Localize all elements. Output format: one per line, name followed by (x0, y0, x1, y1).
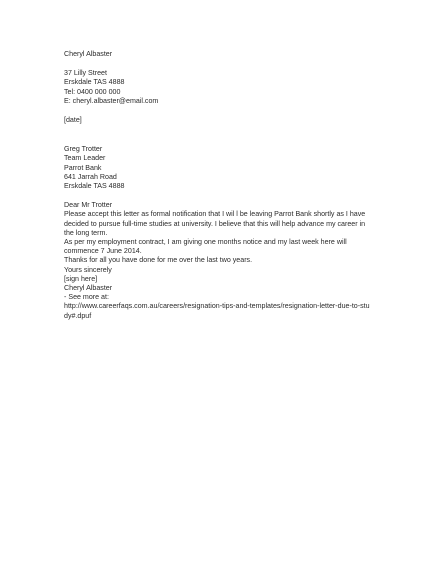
sender-address-line1: 37 Lilly Street (64, 69, 107, 78)
sender-name: Cheryl Albaster (64, 50, 113, 58)
body-paragraph-3: Thanks for all you have done for me over the last two years. (64, 256, 253, 265)
letter-body (64, 201, 370, 321)
sender-address-line2: Erskdale TAS 4888 (64, 78, 125, 87)
date-block (64, 116, 370, 125)
see-more-link[interactable]: http://www.careerfaqs.com.au/careers/resignation-tips-and-templates/resignation-letter-due-to-study#.dpuf (64, 302, 370, 320)
recipient-address-line1: 641 Jarrah Road (64, 172, 117, 181)
signer-name: Cheryl Albaster (64, 284, 113, 293)
body-paragraph-2: As per my employment contract, I am giving one months notice and my last week here will commence 7 June 2014. (64, 238, 347, 256)
salutation: Dear Mr Trotter (64, 201, 113, 210)
recipient-name: Greg Trotter (64, 145, 103, 154)
recipient-block (64, 145, 370, 191)
recipient-title: Team Leader (64, 154, 106, 163)
recipient-address-line2: Erskdale TAS 4888 (64, 182, 125, 191)
signature-placeholder: [sign here] (64, 274, 98, 283)
sender-address-block (64, 69, 370, 106)
sender-name-block (64, 50, 370, 59)
closing: Yours sincerely (64, 265, 112, 274)
recipient-company: Parrot Bank (64, 163, 102, 172)
date-placeholder: [date] (64, 116, 82, 125)
sender-email: E: cheryl.albaster@email.com (64, 96, 159, 105)
body-paragraph-1: Please accept this letter as formal notification that I wil l be leaving Parrot Bank shortly as I have decided to pursue full-time studies at university. I believe that this will help advance my career in the long term. (64, 210, 366, 237)
see-more-label: - See more at: (64, 293, 109, 302)
sender-tel: Tel: 0400 000 000 (64, 87, 121, 96)
resignation-letter (64, 50, 370, 321)
